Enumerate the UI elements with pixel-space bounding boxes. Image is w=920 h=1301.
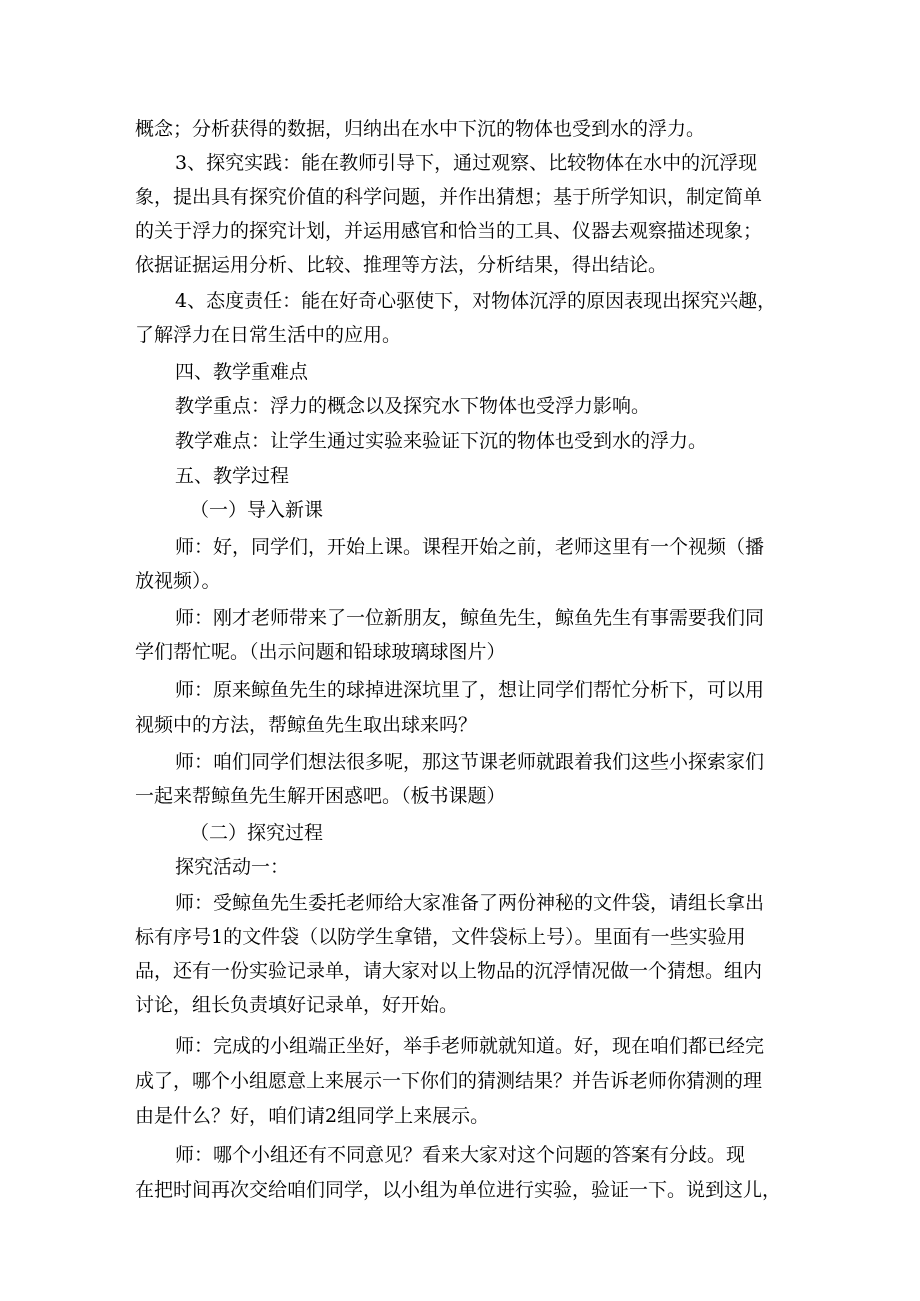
text-line: 师：刚才老师带来了一位新朋友，鲸鱼先生，鲸鱼先生有事需要我们同: [175, 607, 765, 629]
text-line: 师：咱们同学们想法很多呢，那这节课老师就跟着我们这些小探索家们: [175, 751, 765, 773]
text-line: 4、态度责任：能在好奇心驱使下，对物体沉浮的原因表现出探究兴趣，: [175, 290, 777, 312]
text-line: 概念；分析获得的数据，归纳出在水中下沉的物体也受到水的浮力。: [135, 118, 706, 140]
text-line: 由是什么？好，咱们请2组同学上来展示。: [135, 1105, 490, 1127]
text-line: 成了，哪个小组愿意上来展示一下你们的猜测结果？并告诉老师你猜测的理: [135, 1070, 763, 1092]
text-line: 3、探究实践：能在教师引导下，通过观察、比较物体在水中的沉浮现: [175, 152, 758, 174]
text-line: 师：好，同学们，开始上课。课程开始之前，老师这里有一个视频（播: [175, 536, 765, 558]
text-line: 教学难点：让学生通过实验来验证下沉的物体也受到水的浮力。: [175, 430, 708, 452]
text-line: 放视频）。: [135, 570, 221, 592]
section-heading: 四、教学重难点: [175, 361, 309, 383]
text-line: 讨论，组长负责填好记录单，好开始。: [135, 994, 459, 1016]
subsection-heading: （二）探究过程: [190, 822, 324, 844]
text-line: 了解浮力在日常生活中的应用。: [135, 324, 402, 346]
text-line: 象，提出具有探究价值的科学问题，并作出猜想；基于所学知识，制定简单: [135, 186, 763, 208]
text-line: 依据证据运用分析、比较、推理等方法，分析结果，得出结论。: [135, 254, 668, 276]
text-line: 教学重点：浮力的概念以及探究水下物体也受浮力影响。: [175, 395, 651, 417]
text-line: 师：完成的小组端正坐好，举手老师就就知道。好，现在咱们都已经完: [175, 1035, 765, 1057]
text-line: 师：哪个小组还有不同意见？看来大家对这个问题的答案有分歧。现: [175, 1144, 746, 1166]
text-line: 视频中的方法，帮鲸鱼先生取出球来吗？: [135, 714, 478, 736]
subsection-heading: （一）导入新课: [190, 499, 324, 521]
text-line: 师：原来鲸鱼先生的球掉进深坑里了，想让同学们帮忙分析下，可以用: [175, 679, 765, 701]
text-line: 品，还有一份实验记录单，请大家对以上物品的沉浮情况做一个猜想。组内: [135, 960, 763, 982]
text-line: 一起来帮鲸鱼先生解开困惑吧。（板书课题）: [135, 785, 506, 807]
text-line: 在把时间再次交给咱们同学，以小组为单位进行实验，验证一下。说到这儿，: [135, 1179, 782, 1201]
section-heading: 五、教学过程: [175, 465, 290, 487]
text-line: 标有序号1的文件袋（以防学生拿错，文件袋标上号）。里面有一些实验用: [135, 926, 746, 948]
text-line: 学们帮忙呢。（出示问题和铅球玻璃球图片）: [135, 641, 506, 663]
text-line: 探究活动一：: [175, 856, 290, 878]
text-line: 的关于浮力的探究计划，并运用感官和恰当的工具、仪器去观察描述现象；: [135, 220, 763, 242]
text-line: 师：受鲸鱼先生委托老师给大家准备了两份神秘的文件袋，请组长拿出: [175, 892, 765, 914]
